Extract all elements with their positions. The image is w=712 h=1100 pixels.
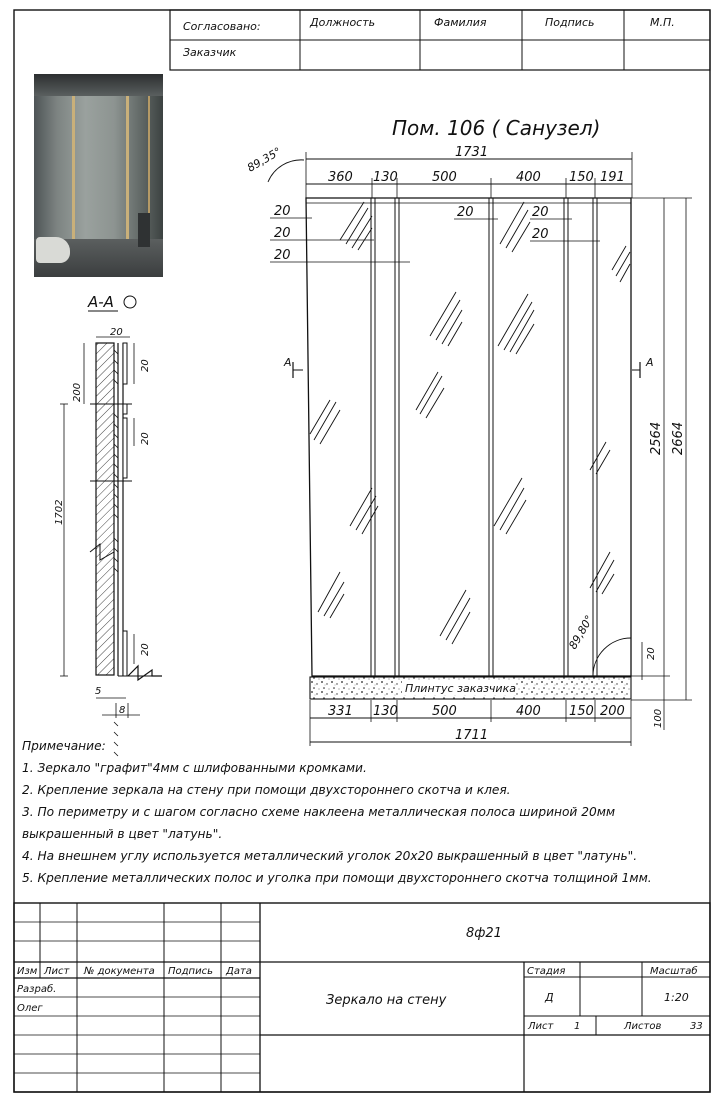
agreed-label: Согласовано: — [183, 20, 261, 33]
height-total-dim: 2664 — [671, 421, 686, 455]
product-name: Зеркало на стену — [326, 993, 447, 1008]
scale-value: 1:20 — [664, 991, 689, 1004]
author-name: Олег — [17, 1003, 43, 1014]
height-panel-dim: 2564 — [649, 421, 664, 455]
strip-height-dim: 20 — [646, 647, 657, 660]
section-view — [54, 293, 162, 756]
left-dim-1: 20 — [274, 204, 291, 219]
bottom-seg-4: 400 — [516, 704, 541, 719]
note-4: 4. На внешнем углу используется металлический уголок 20х20 выкрашенный в цвет "латунь". — [22, 849, 638, 863]
sheet-label: Лист — [528, 1021, 554, 1032]
stage-value: Д — [545, 991, 554, 1004]
bottom-total-dim: 1711 — [455, 728, 489, 743]
position-label: Должность — [310, 16, 376, 29]
stamp-label: М.П. — [650, 16, 675, 29]
sheets-label: Листов — [624, 1021, 662, 1032]
top-seg-2: 130 — [373, 170, 398, 185]
sheet-number: 1 — [574, 1021, 581, 1032]
top-seg-5: 150 — [569, 170, 594, 185]
bottom-seg-5: 150 — [569, 704, 594, 719]
note-1: 1. Зеркало "графит"4мм с шлифованными кромками. — [22, 761, 367, 775]
section-dim-strip1: 20 — [140, 359, 151, 372]
section-dim-top-width: 20 — [110, 327, 123, 338]
cut-label-left: А — [284, 356, 292, 369]
bottom-seg-2: 130 — [373, 704, 398, 719]
top-seg-3: 500 — [432, 170, 457, 185]
sheets-total: 33 — [690, 1021, 703, 1032]
section-dim-strip2: 20 — [140, 432, 151, 445]
note-5: 5. Крепление металлических полос и уголка при помощи двухстороннего скотча толщиной 1мм. — [22, 871, 652, 885]
top-seg-4: 400 — [516, 170, 541, 185]
bottom-seg-6: 200 — [600, 704, 625, 719]
wall-section — [96, 343, 114, 675]
customer-label: Заказчик — [183, 46, 237, 59]
section-dim-main: 1702 — [54, 499, 65, 525]
bottom-seg-1: 331 — [328, 704, 353, 719]
top-seg-6: 191 — [600, 170, 625, 185]
col-change: Изм — [17, 966, 38, 977]
drawing-code: 8ф21 — [466, 926, 502, 941]
section-dim-gap: 5 — [95, 686, 102, 697]
metal-strips — [371, 198, 597, 676]
top-angle-label: 89,35° — [245, 144, 284, 175]
note-2: 2. Крепление зеркала на стену при помощи двухстороннего скотча и клея. — [22, 783, 511, 797]
top-seg-1: 360 — [328, 170, 353, 185]
scale-label: Масштаб — [650, 966, 698, 977]
left-dim-3: 20 — [274, 248, 291, 263]
cut-label-right: А — [646, 356, 654, 369]
notes-block — [22, 735, 704, 889]
mirror-outline — [306, 198, 631, 676]
col-sheet: Лист — [44, 966, 70, 977]
glass-reflections — [310, 202, 630, 644]
surname-label: Фамилия — [434, 16, 487, 29]
col-date: Дата — [226, 966, 252, 977]
inner-dim-3: 20 — [532, 227, 549, 242]
base-height-dim: 100 — [653, 708, 664, 728]
baseboard-label: Плинтус заказчика — [405, 682, 516, 695]
col-document: № документа — [84, 966, 155, 977]
section-dim-thickness: 8 — [119, 705, 126, 716]
developed-label: Разраб. — [17, 984, 57, 995]
signature-label: Подпись — [545, 16, 595, 29]
approval-table — [170, 10, 710, 70]
section-dim-upper: 200 — [72, 382, 83, 402]
left-dim-2: 20 — [274, 226, 291, 241]
rotate-icon — [124, 296, 136, 308]
inner-dim-1: 20 — [457, 205, 474, 220]
note-3: 3. По периметру и с шагом согласно схеме наклеена металлическая полоса шириной 20мм выкрашенный в цвет "латунь". — [22, 805, 616, 841]
bottom-angle-label: 89,80° — [566, 612, 597, 652]
col-signature: Подпись — [168, 966, 213, 977]
section-dim-bottom-strip: 20 — [140, 643, 151, 656]
section-label: А-А — [88, 293, 114, 311]
bottom-seg-3: 500 — [432, 704, 457, 719]
elevation-view — [245, 116, 692, 746]
stage-label: Стадия — [527, 966, 566, 977]
drawing-title: Пом. 106 ( Санузел) — [392, 116, 601, 140]
inner-dim-2: 20 — [532, 205, 549, 220]
notes-heading: Примечание: — [22, 739, 106, 753]
top-total-dim: 1731 — [455, 145, 489, 160]
